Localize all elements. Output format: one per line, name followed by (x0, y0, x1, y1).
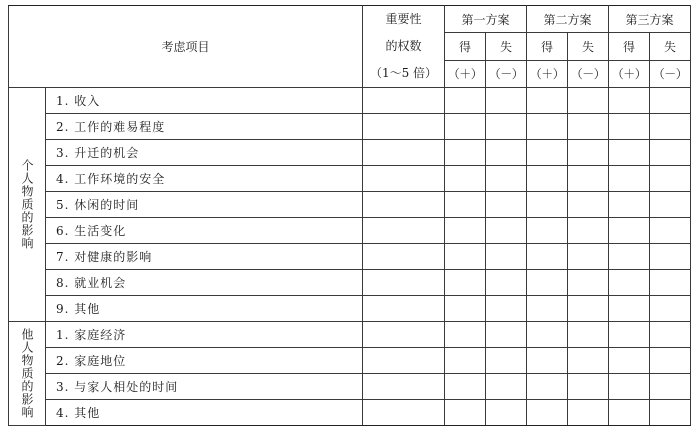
score-cell[interactable] (527, 166, 568, 192)
score-cell[interactable] (527, 296, 568, 322)
score-cell[interactable] (445, 218, 486, 244)
score-cell[interactable] (650, 296, 691, 322)
score-cell[interactable] (609, 166, 650, 192)
weight-header (363, 6, 445, 88)
score-cell[interactable] (609, 218, 650, 244)
score-cell[interactable] (527, 374, 568, 400)
table-row (9, 166, 691, 192)
score-cell[interactable] (486, 114, 527, 140)
score-cell[interactable] (650, 348, 691, 374)
score-cell[interactable] (527, 322, 568, 348)
plan-2-gain-header: 得 (527, 33, 568, 60)
score-cell[interactable] (568, 166, 609, 192)
score-cell[interactable] (650, 322, 691, 348)
score-cell[interactable] (650, 166, 691, 192)
table-row (9, 140, 691, 166)
score-cell[interactable] (486, 88, 527, 114)
score-cell[interactable] (609, 400, 650, 426)
score-cell[interactable] (650, 192, 691, 218)
weight-header-line-1: 重要性 (385, 12, 422, 26)
weight-cell[interactable] (363, 374, 445, 400)
score-cell[interactable] (445, 140, 486, 166)
score-cell[interactable] (527, 114, 568, 140)
weight-cell[interactable] (363, 322, 445, 348)
table-row (9, 244, 691, 270)
score-cell[interactable] (527, 400, 568, 426)
score-cell[interactable] (609, 244, 650, 270)
plan-1-plus-header: （＋） (445, 60, 486, 87)
score-cell[interactable] (609, 114, 650, 140)
score-cell[interactable] (486, 192, 527, 218)
table-body (9, 6, 691, 426)
score-cell[interactable] (486, 348, 527, 374)
plan-3-header: 第三方案 (609, 6, 691, 33)
score-cell[interactable] (609, 88, 650, 114)
plan-2-loss-header: 失 (568, 33, 609, 60)
consideration-header: 考虑项目 (9, 6, 363, 88)
table-row (9, 296, 691, 322)
table-row (9, 114, 691, 140)
score-cell[interactable] (445, 400, 486, 426)
score-cell[interactable] (486, 166, 527, 192)
weight-cell[interactable] (363, 296, 445, 322)
table-row (9, 400, 691, 426)
score-cell[interactable] (650, 114, 691, 140)
score-cell[interactable] (486, 140, 527, 166)
score-cell[interactable] (486, 270, 527, 296)
weight-cell[interactable] (363, 140, 445, 166)
item-label: 5. 休闲的时间 (46, 192, 363, 218)
score-cell[interactable] (486, 400, 527, 426)
score-cell[interactable] (568, 218, 609, 244)
score-cell[interactable] (650, 374, 691, 400)
weight-cell[interactable] (363, 88, 445, 114)
score-cell[interactable] (568, 374, 609, 400)
weight-cell[interactable] (363, 166, 445, 192)
score-cell[interactable] (650, 244, 691, 270)
score-cell[interactable] (609, 140, 650, 166)
score-cell[interactable] (650, 270, 691, 296)
score-cell[interactable] (445, 114, 486, 140)
score-cell[interactable] (527, 244, 568, 270)
plan-3-loss-header: 失 (650, 33, 691, 60)
table-row (9, 270, 691, 296)
score-cell[interactable] (568, 400, 609, 426)
score-cell[interactable] (486, 322, 527, 348)
score-cell[interactable] (445, 166, 486, 192)
item-label: 3. 与家人相处的时间 (46, 374, 363, 400)
item-label: 7. 对健康的影响 (46, 244, 363, 270)
table-row (9, 322, 691, 348)
score-cell[interactable] (609, 374, 650, 400)
score-cell[interactable] (527, 140, 568, 166)
score-cell[interactable] (650, 88, 691, 114)
score-cell[interactable] (568, 88, 609, 114)
score-cell[interactable] (609, 348, 650, 374)
score-cell[interactable] (568, 114, 609, 140)
plan-3-plus-header: （＋） (609, 60, 650, 87)
score-cell[interactable] (445, 88, 486, 114)
score-cell[interactable] (527, 270, 568, 296)
score-cell[interactable] (486, 374, 527, 400)
weight-cell[interactable] (363, 270, 445, 296)
score-cell[interactable] (445, 296, 486, 322)
score-cell[interactable] (445, 244, 486, 270)
item-label: 2. 工作的难易程度 (46, 114, 363, 140)
plan-1-minus-header: （－） (486, 60, 527, 87)
item-label: 4. 工作环境的安全 (46, 166, 363, 192)
score-cell[interactable] (445, 348, 486, 374)
item-label: 3. 升迁的机会 (46, 140, 363, 166)
item-label: 8. 就业机会 (46, 270, 363, 296)
score-cell[interactable] (650, 140, 691, 166)
weight-cell[interactable] (363, 400, 445, 426)
header-row-1 (9, 6, 691, 33)
table-row (9, 348, 691, 374)
score-cell[interactable] (568, 270, 609, 296)
item-label: 9. 其他 (46, 296, 363, 322)
score-cell[interactable] (609, 322, 650, 348)
score-cell[interactable] (445, 192, 486, 218)
plan-3-gain-header: 得 (609, 33, 650, 60)
weight-cell[interactable] (363, 348, 445, 374)
score-cell[interactable] (527, 88, 568, 114)
item-label: 1. 收入 (46, 88, 363, 114)
weight-cell[interactable] (363, 192, 445, 218)
plan-3-minus-header: （－） (650, 60, 691, 87)
score-cell[interactable] (527, 218, 568, 244)
plan-2-plus-header: （＋） (527, 60, 568, 87)
plan-2-header: 第二方案 (527, 6, 609, 33)
score-cell[interactable] (609, 296, 650, 322)
plan-1-gain-header: 得 (445, 33, 486, 60)
score-cell[interactable] (568, 322, 609, 348)
item-label: 6. 生活变化 (46, 218, 363, 244)
score-cell[interactable] (445, 374, 486, 400)
score-cell[interactable] (527, 348, 568, 374)
table-row (9, 374, 691, 400)
item-label: 4. 其他 (46, 400, 363, 426)
weight-header-line-3: （1～5 倍） (369, 66, 438, 80)
score-cell[interactable] (650, 218, 691, 244)
score-cell[interactable] (568, 348, 609, 374)
table-row (9, 218, 691, 244)
group-label: 个人物质的影响 (9, 88, 46, 322)
score-cell[interactable] (486, 244, 527, 270)
score-cell[interactable] (486, 296, 527, 322)
table-row (9, 192, 691, 218)
score-cell[interactable] (568, 140, 609, 166)
weight-cell[interactable] (363, 114, 445, 140)
score-cell[interactable] (609, 192, 650, 218)
weight-header-line-2: 的权数 (385, 39, 422, 53)
score-cell[interactable] (445, 322, 486, 348)
score-cell[interactable] (568, 244, 609, 270)
weight-cell[interactable] (363, 244, 445, 270)
plan-1-loss-header: 失 (486, 33, 527, 60)
score-cell[interactable] (527, 192, 568, 218)
score-cell[interactable] (650, 400, 691, 426)
score-cell[interactable] (486, 218, 527, 244)
item-label: 1. 家庭经济 (46, 322, 363, 348)
weight-cell[interactable] (363, 218, 445, 244)
score-cell[interactable] (568, 192, 609, 218)
score-cell[interactable] (445, 270, 486, 296)
group-label: 他人物质的影响 (9, 322, 46, 426)
score-cell[interactable] (568, 296, 609, 322)
score-cell[interactable] (609, 270, 650, 296)
plan-1-header: 第一方案 (445, 6, 527, 33)
item-label: 2. 家庭地位 (46, 348, 363, 374)
evaluation-table (8, 5, 691, 426)
table-row (9, 88, 691, 114)
plan-2-minus-header: （－） (568, 60, 609, 87)
